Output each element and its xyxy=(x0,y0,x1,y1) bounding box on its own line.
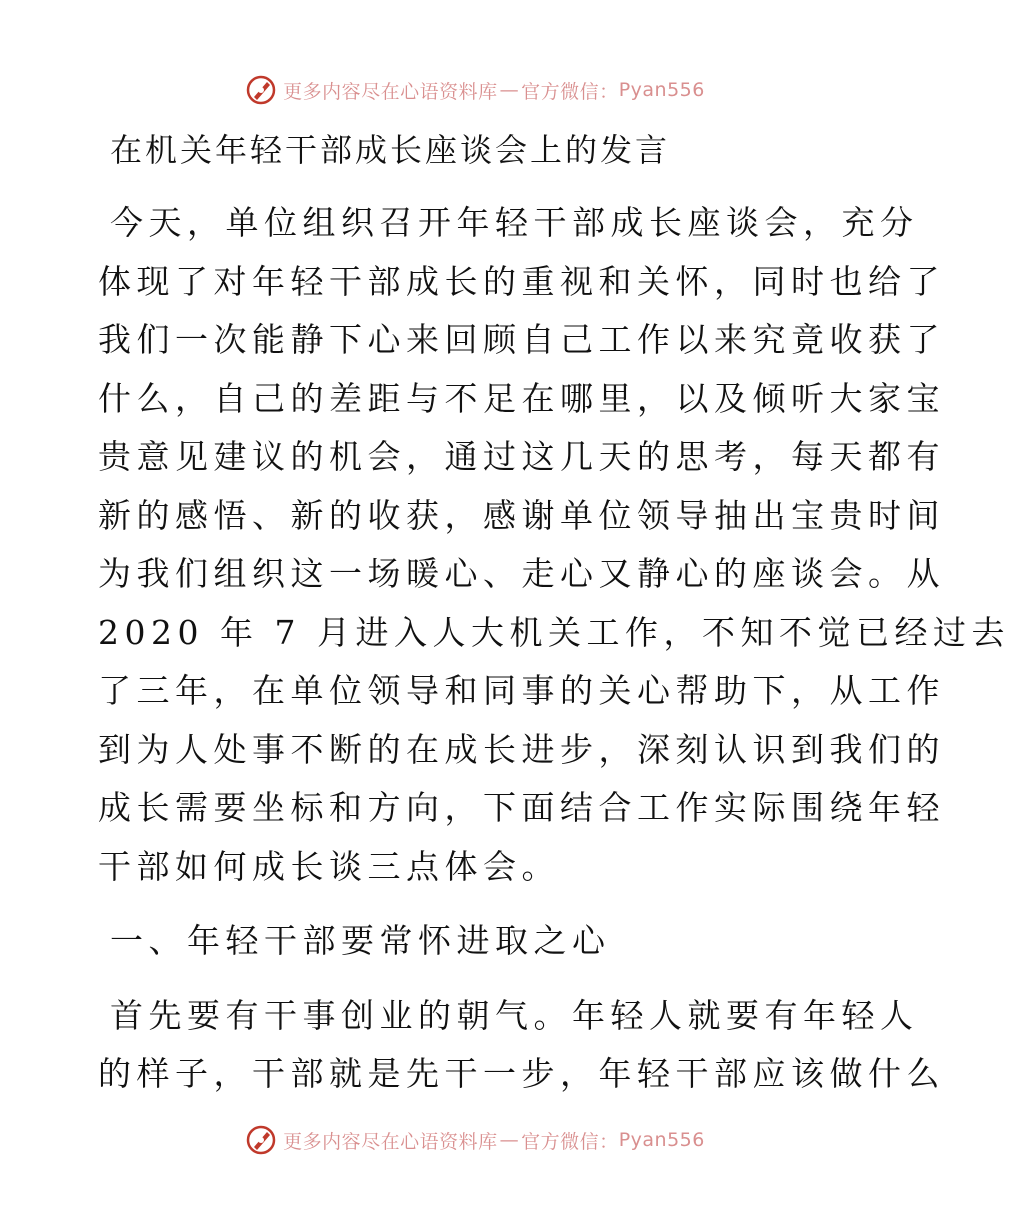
paragraph-line: 成长需要坐标和方向，下面结合工作实际围绕年轻 xyxy=(98,788,945,827)
paragraph-line: 首先要有干事创业的朝气。年轻人就要有年轻人 xyxy=(110,995,919,1035)
footer-watermark xyxy=(0,1120,950,1160)
paragraph-line: 今天，单位组织召开年轻干部成长座谈会，充分 xyxy=(110,203,919,242)
watermark-label: 官方微信： xyxy=(521,80,619,103)
paragraph-line: 到为人处事不断的在成长进步，深刻认识到我们的 xyxy=(98,729,945,769)
document-body xyxy=(98,122,1010,1104)
paragraph-line: 贵意见建议的机会，通过这几天的思考，每天都有 xyxy=(98,437,945,476)
paragraph-line: 我们一次能静下心来回顾自己工作以来究竟收获了 xyxy=(98,320,945,359)
paragraph-1 xyxy=(98,194,1010,896)
pen-circle-logo-icon xyxy=(245,1124,277,1156)
paragraph-line: 为我们组织这一场暖心、走心又静心的座谈会。从 xyxy=(98,554,945,593)
watermark-main-text: 更多内容尽在心语资料库 xyxy=(283,80,498,103)
paragraph-line: 了三年，在单位领导和同事的关心帮助下，从工作 xyxy=(98,671,945,710)
paragraph-line: 2020 年 7 月进入人大机关工作，不知不觉已经过去 xyxy=(98,612,1010,652)
pen-circle-logo-icon xyxy=(245,74,277,106)
watermark-account: Pyan556 xyxy=(618,1129,705,1151)
section-heading: 一、年轻干部要常怀进取之心 xyxy=(110,921,611,960)
document-title: 在机关年轻干部成长座谈会上的发言 xyxy=(110,131,671,169)
header-watermark xyxy=(0,70,950,110)
paragraph-line: 新的感悟、新的收获，感谢单位领导抽出宝贵时间 xyxy=(98,495,945,535)
paragraph-line: 体现了对年轻干部成长的重视和关怀，同时也给了 xyxy=(98,261,945,301)
paragraph-2 xyxy=(98,987,945,1104)
watermark-main-text: 更多内容尽在心语资料库 xyxy=(283,1130,498,1153)
watermark-label: 官方微信： xyxy=(521,1130,619,1153)
watermark-account: Pyan556 xyxy=(618,79,705,101)
paragraph-line: 的样子，干部就是先干一步，年轻干部应该做什么 xyxy=(98,1054,945,1093)
paragraph-line: 干部如何成长谈三点体会。 xyxy=(98,846,560,886)
watermark-dash: — xyxy=(499,1129,520,1151)
paragraph-line: 什么，自己的差距与不足在哪里，以及倾听大家宝 xyxy=(98,378,945,418)
watermark-dash: — xyxy=(499,79,520,101)
